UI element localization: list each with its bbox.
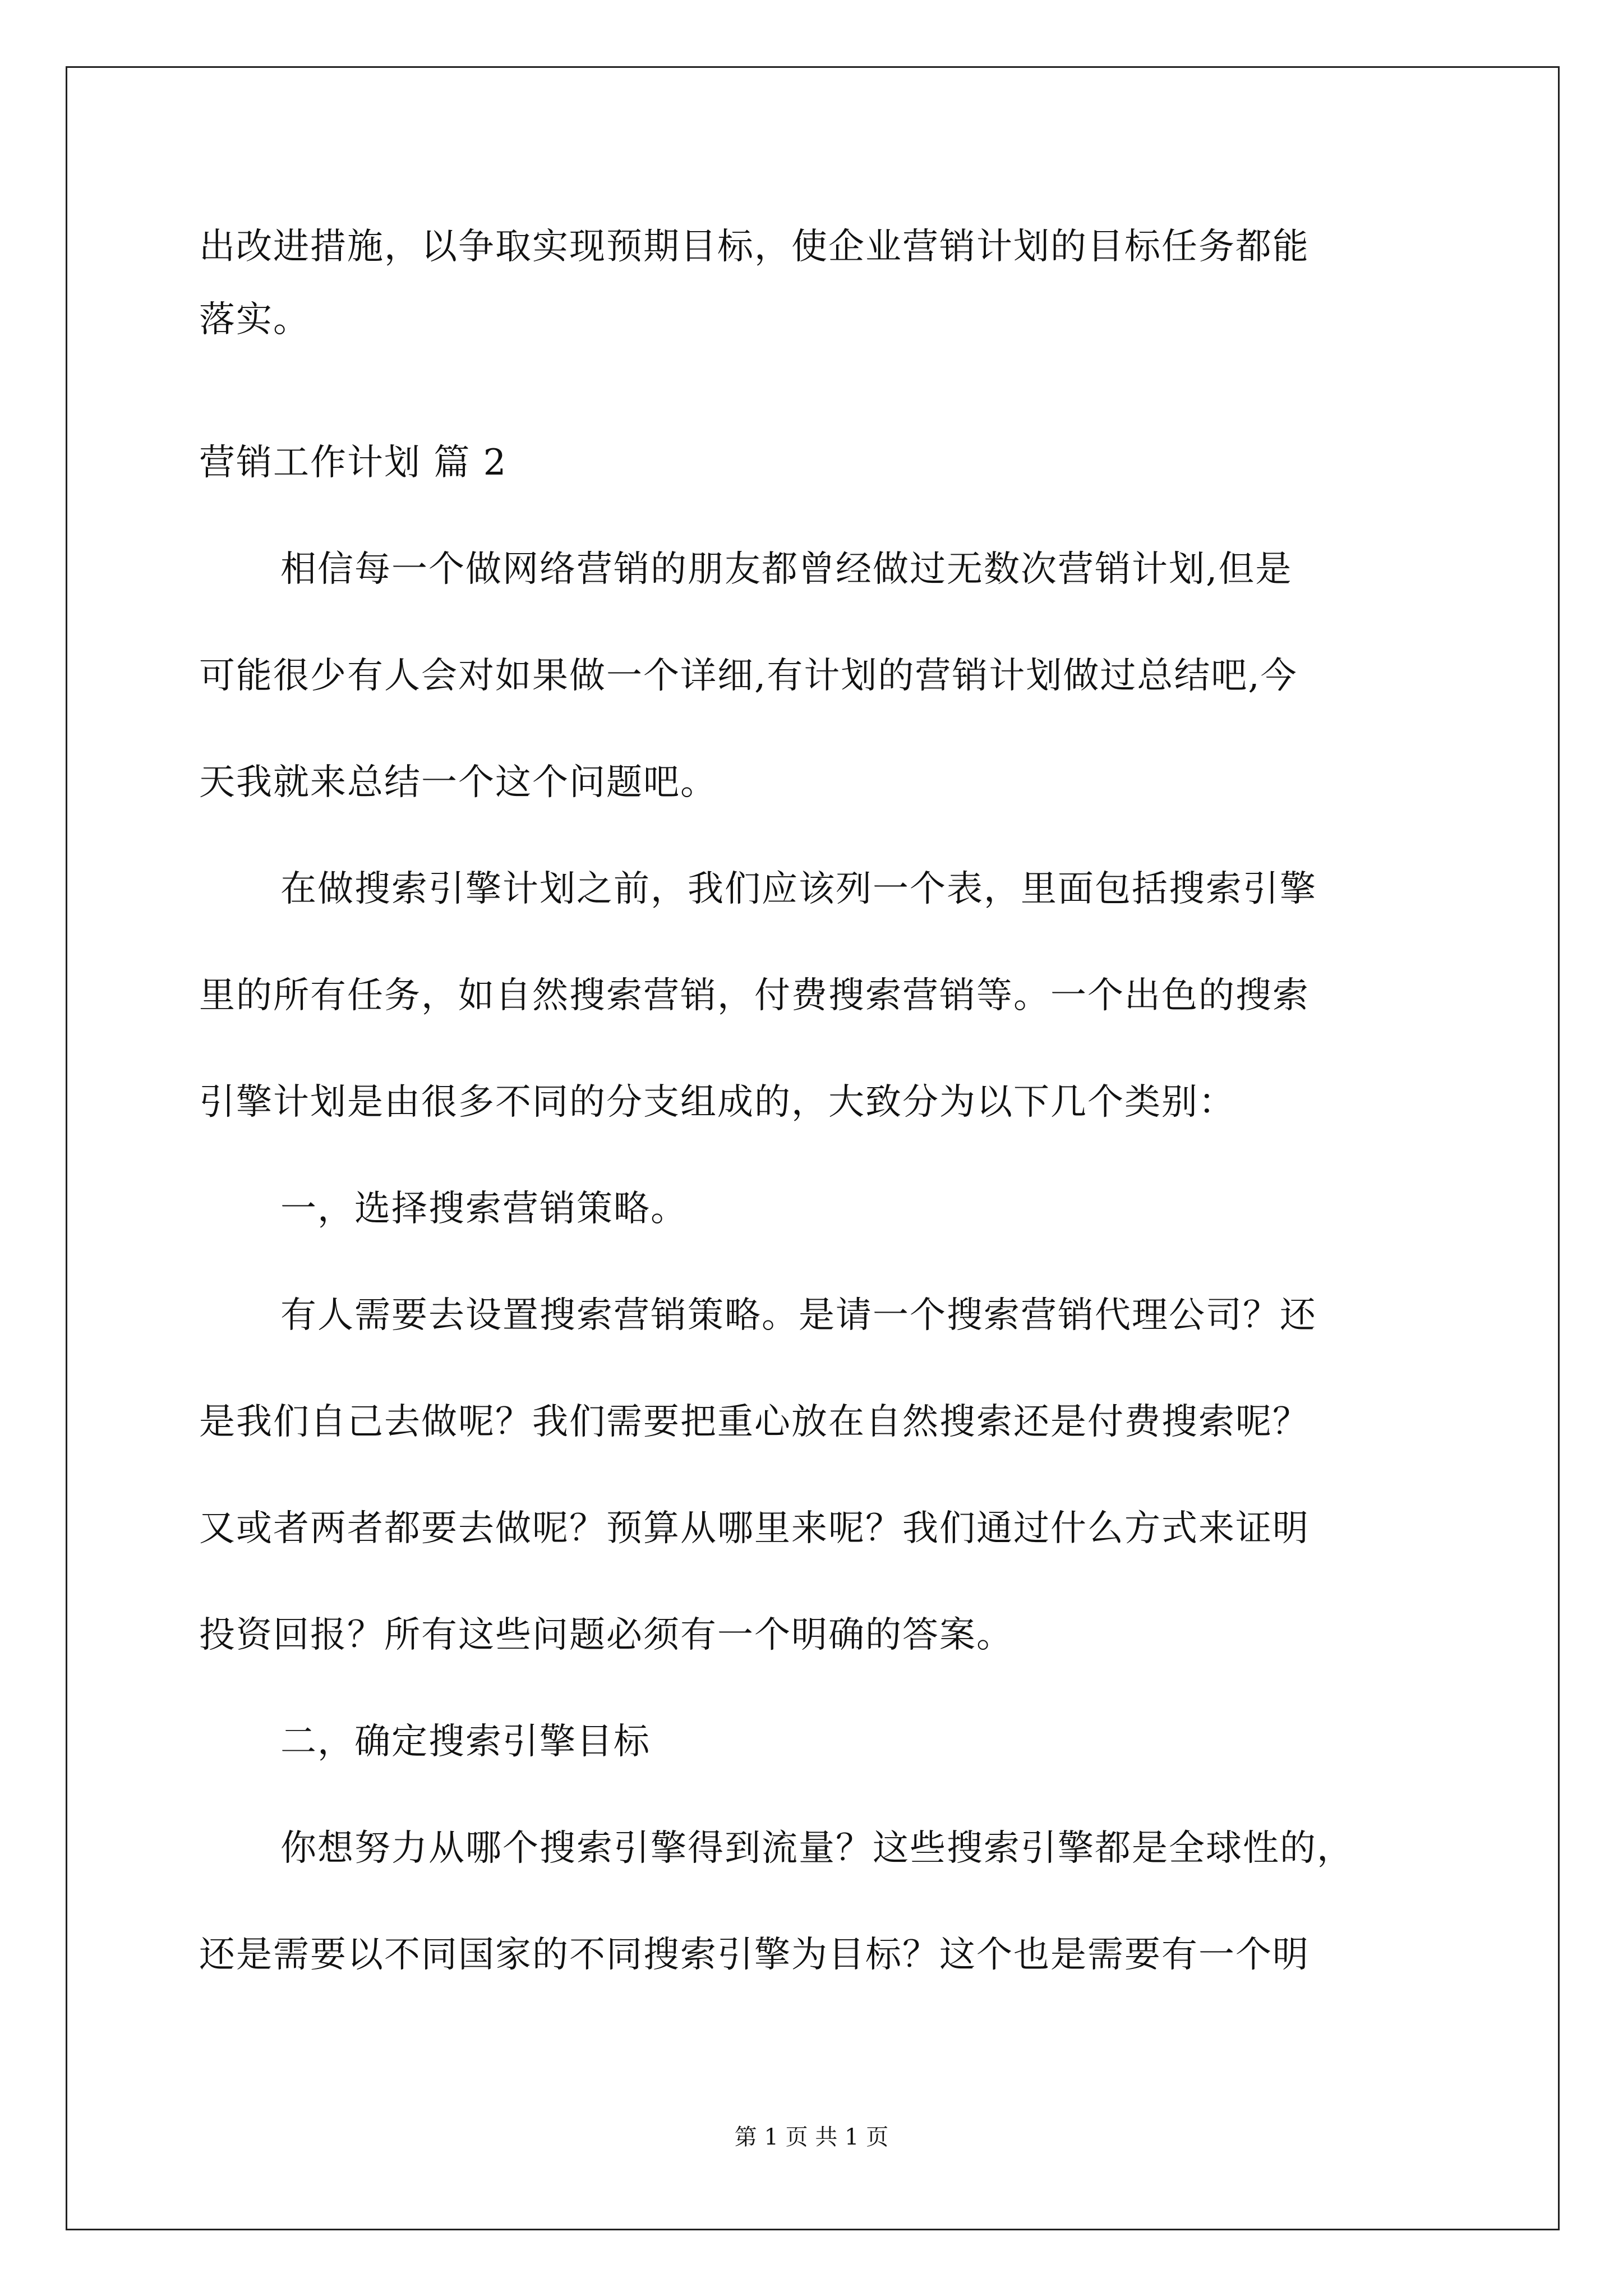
- paragraph-line: 是我们自己去做呢？我们需要把重心放在自然搜索还是付费搜索呢？: [199, 1401, 1310, 1443]
- paragraph-line: 出改进措施，以争取实现预期目标，使企业营销计划的目标任务都能: [199, 226, 1310, 268]
- paragraph-line: 落实。: [199, 299, 310, 341]
- paragraph-line: 一，选择搜索营销策略。: [280, 1188, 688, 1230]
- paragraph-line: 天我就来总结一个这个问题吧。: [199, 762, 717, 803]
- paragraph-line: 又或者两者都要去做呢？预算从哪里来呢？我们通过什么方式来证明: [199, 1508, 1310, 1549]
- paragraph-line: 在做搜索引擎计划之前，我们应该列一个表，里面包括搜索引擎: [280, 868, 1317, 910]
- paragraph-line: 你想努力从哪个搜索引擎得到流量？这些搜索引擎都是全球性的，: [280, 1828, 1354, 1869]
- paragraph-line: 二，确定搜索引擎目标: [280, 1721, 651, 1763]
- page-footer: 第 1 页 共 1 页: [734, 2124, 889, 2150]
- paragraph-line: 投资回报？所有这些问题必须有一个明确的答案。: [199, 1614, 1013, 1656]
- section-heading: 营销工作计划 篇 2: [199, 442, 508, 484]
- paragraph-line: 有人需要去设置搜索营销策略。是请一个搜索营销代理公司？还: [280, 1295, 1317, 1336]
- page-border: [66, 66, 1560, 2230]
- paragraph-line: 还是需要以不同国家的不同搜索引擎为目标？这个也是需要有一个明: [199, 1934, 1310, 1976]
- paragraph-line: 里的所有任务，如自然搜索营销，付费搜索营销等。一个出色的搜索: [199, 975, 1310, 1016]
- paragraph-line: 可能很少有人会对如果做一个详细,有计划的营销计划做过总结吧,今: [199, 655, 1298, 697]
- paragraph-line: 引擎计划是由很多不同的分支组成的，大致分为以下几个类别：: [199, 1082, 1235, 1123]
- paragraph-line: 相信每一个做网络营销的朋友都曾经做过无数次营销计划,但是: [280, 549, 1293, 590]
